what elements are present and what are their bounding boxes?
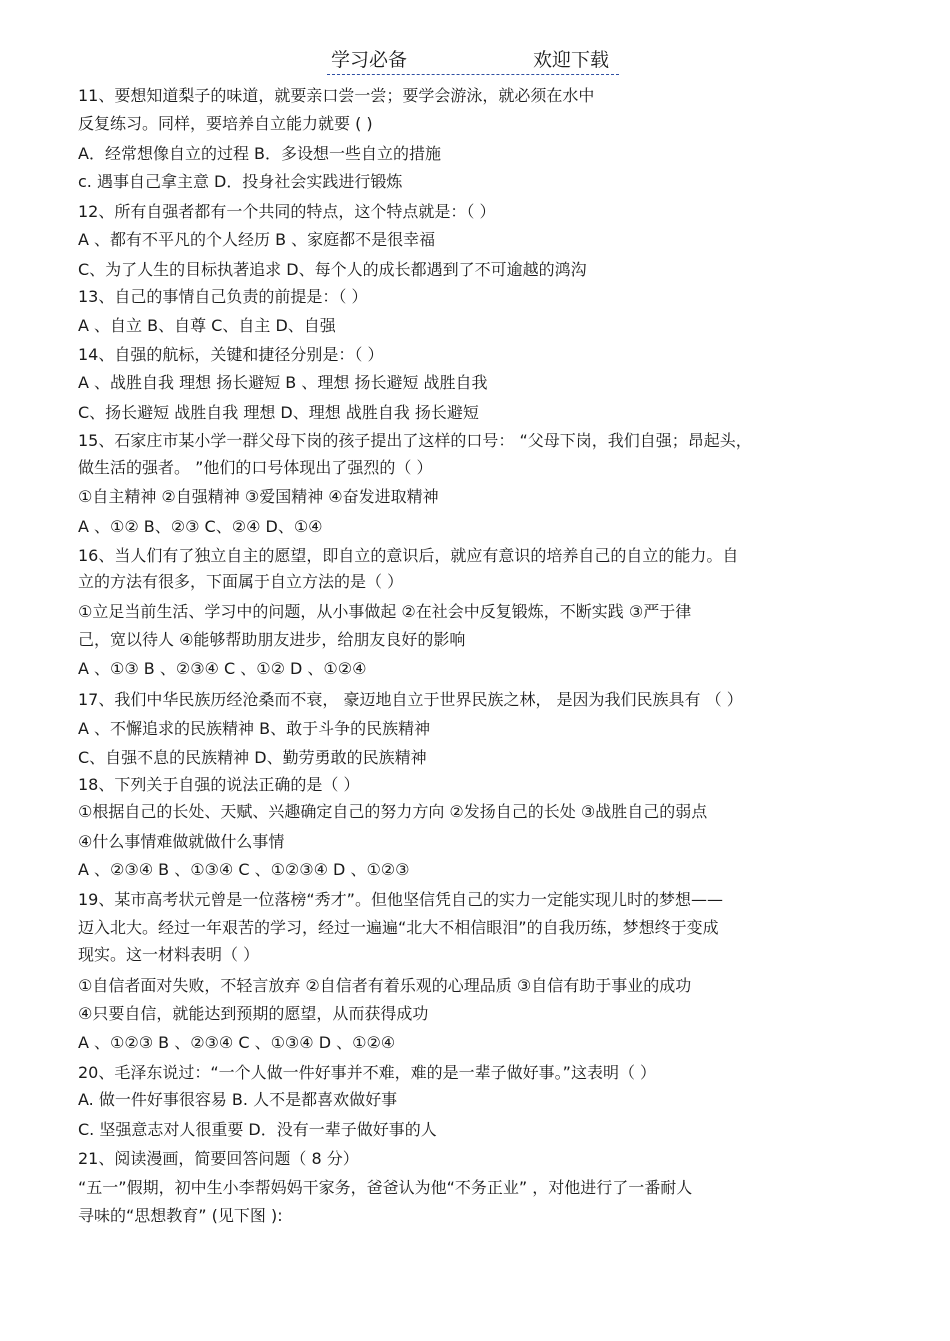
text-line: C. 坚强意志对人很重要 D．没有一辈子做好事的人 bbox=[78, 1120, 437, 1139]
text-line: 寻味的“思想教育” (见下图 ): bbox=[78, 1206, 283, 1225]
text-line: A 、①②③ B 、②③④ C 、①③④ D 、①②④ bbox=[78, 1033, 396, 1052]
text-line: 14、自强的航标，关键和捷径分别是：（ ） bbox=[78, 345, 384, 364]
text-line: ④只要自信，就能达到预期的愿望，从而获得成功 bbox=[78, 1004, 429, 1023]
text-line: ①自信者面对失败，不轻言放弃 ②自信者有着乐观的心理品质 ③自信有助于事业的成功 bbox=[78, 976, 692, 995]
text-line: ④什么事情难做就做什么事情 bbox=[78, 832, 285, 851]
text-line: 立的方法有很多，下面属于自立方法的是（ ） bbox=[78, 572, 404, 591]
text-line: C、自强不息的民族精神 D、勤劳勇敢的民族精神 bbox=[78, 748, 427, 767]
text-line: 21、阅读漫画，简要回答问题（ 8 分） bbox=[78, 1149, 359, 1168]
text-line: 20、毛泽东说过：“一个人做一件好事并不难，难的是一辈子做好事。”这表明（ ） bbox=[78, 1063, 657, 1082]
text-line: 16、当人们有了独立自主的愿望，即自立的意识后，就应有意识的培养自己的自立的能力。自 bbox=[78, 546, 739, 565]
text-line: 19、某市高考状元曾是一位落榜“秀才”。但他坚信凭自己的实力一定能实现儿时的梦想—— bbox=[78, 890, 723, 909]
text-line: 11、要想知道梨子的味道，就要亲口尝一尝；要学会游泳，就必须在水中 bbox=[78, 86, 595, 105]
text-line: A．经常想像自立的过程 B．多设想一些自立的措施 bbox=[78, 144, 442, 163]
text-line: 反复练习。同样，要培养自立能力就要 ( ) bbox=[78, 114, 373, 133]
header-left-text: 学习必备 bbox=[331, 49, 408, 71]
header-right-text: 欢迎下载 bbox=[533, 49, 610, 71]
text-line: A 、②③④ B 、①③④ C 、①②③④ D 、①②③ bbox=[78, 860, 410, 879]
text-line: 做生活的强者。 ”他们的口号体现出了强烈的（ ） bbox=[78, 458, 433, 477]
text-line: 迈入北大。经过一年艰苦的学习，经过一遍遍“北大不相信眼泪”的自我历练，梦想终于变成 bbox=[78, 918, 719, 937]
text-line: A 、都有不平凡的个人经历 B 、家庭都不是很幸福 bbox=[78, 230, 436, 249]
text-line: c. 遇事自己拿主意 D．投身社会实践进行锻炼 bbox=[78, 172, 403, 191]
text-line: ①根据自己的长处、天赋、兴趣确定自己的努力方向 ②发扬自己的长处 ③战胜自己的弱点 bbox=[78, 802, 708, 821]
text-line: C、扬长避短 战胜自我 理想 D、理想 战胜自我 扬长避短 bbox=[78, 403, 479, 422]
text-line: ①立足当前生活、学习中的问题，从小事做起 ②在社会中反复锻炼，不断实践 ③严于律 bbox=[78, 602, 692, 621]
text-line: 17、我们中华民族历经沧桑而不衰， 豪迈地自立于世界民族之林， 是因为我们民族具有 （ ） bbox=[78, 690, 743, 709]
text-line: 13、自己的事情自己负责的前提是：（ ） bbox=[78, 287, 368, 306]
text-line: 18、下列关于自强的说法正确的是（ ） bbox=[78, 775, 360, 794]
text-line: C、为了人生的目标执著追求 D、每个人的成长都遇到了不可逾越的鸿沟 bbox=[78, 260, 587, 279]
text-line: A. 做一件好事很容易 B. 人不是都喜欢做好事 bbox=[78, 1090, 398, 1109]
text-line: A 、自立 B、自尊 C、自主 D、自强 bbox=[78, 316, 336, 335]
text-line: A 、不懈追求的民族精神 B、敢于斗争的民族精神 bbox=[78, 719, 431, 738]
text-line: 12、所有自强者都有一个共同的特点，这个特点就是：（ ） bbox=[78, 202, 496, 221]
page-header bbox=[327, 48, 619, 75]
text-line: ①自主精神 ②自强精神 ③爱国精神 ④奋发进取精神 bbox=[78, 487, 439, 506]
text-line: A 、①③ B 、②③④ C 、①② D 、①②④ bbox=[78, 659, 367, 678]
text-line: “五一”假期，初中生小李帮妈妈干家务，爸爸认为他“不务正业” ，对他进行了一番耐人 bbox=[78, 1178, 693, 1197]
text-line: A 、战胜自我 理想 扬长避短 B 、理想 扬长避短 战胜自我 bbox=[78, 373, 488, 392]
text-line: 15、石家庄市某小学一群父母下岗的孩子提出了这样的口号： “父母下岗，我们自强；昂起头， bbox=[78, 431, 752, 450]
text-line: 现实。这一材料表明（ ） bbox=[78, 945, 260, 964]
text-line: 己，宽以待人 ④能够帮助朋友进步，给朋友良好的影响 bbox=[78, 630, 466, 649]
text-line: A 、①② B、②③ C、②④ D、①④ bbox=[78, 517, 323, 536]
